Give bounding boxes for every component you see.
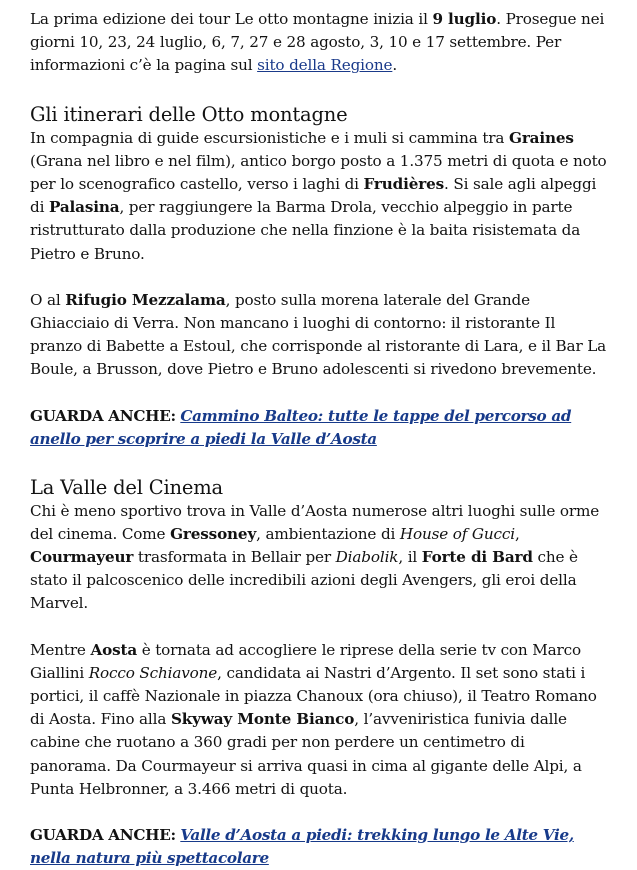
paragraph-text: , il bbox=[398, 548, 422, 567]
paragraph-text: In compagnia di guide escursionistiche e i muli si cammina tra bbox=[30, 128, 509, 147]
see-also-label: GUARDA ANCHE: bbox=[30, 406, 176, 425]
paragraph-text: , candidata ai Nastri d’Argento. Il set sono stati i portici, il caffè Nazionale in piazza Chanoux (ora chiuso), il Teatro Romano di Aosta. Fino alla bbox=[30, 663, 597, 729]
cinema-paragraph-1 bbox=[30, 500, 607, 616]
film-title: Diabolik bbox=[335, 548, 399, 567]
paragraph-text: è tornata ad accogliere le riprese della serie tv con Marco Giallini bbox=[30, 640, 581, 682]
itineraries-paragraph-2 bbox=[30, 289, 607, 382]
itineraries-paragraph-1 bbox=[30, 127, 607, 266]
section-heading-itineraries: Gli itinerari delle Otto montagne bbox=[30, 102, 348, 126]
film-title: House of Gucci bbox=[399, 524, 515, 543]
place-courmayeur: Courmayeur bbox=[30, 548, 134, 567]
see-also-label: GUARDA ANCHE: bbox=[30, 826, 176, 845]
intro-start-date: 9 luglio bbox=[432, 10, 497, 28]
intro-text: La prima edizione dei tour Le otto montagne inizia il bbox=[30, 10, 433, 28]
see-also-cammino-balteo bbox=[30, 405, 607, 451]
place-forte-di-bard: Forte di Bard bbox=[421, 548, 533, 567]
place-skyway-monte-bianco: Skyway Monte Bianco bbox=[170, 710, 355, 729]
series-title: Rocco Schiavone bbox=[88, 663, 218, 682]
section-heading-cinema: La Valle del Cinema bbox=[30, 475, 223, 499]
paragraph-text: . Si sale agli alpeggi di bbox=[30, 175, 597, 217]
place-palasina: Palasina bbox=[48, 198, 120, 217]
paragraph-text: che è stato il palcoscenico delle incredibili azioni degli Avengers, gli eroi della Marvel. bbox=[30, 548, 578, 613]
place-rifugio-mezzalama: Rifugio Mezzalama bbox=[65, 290, 226, 309]
paragraph-text: Mentre bbox=[30, 640, 91, 659]
paragraph-text: , posto sulla morena laterale del Grande Ghiacciaio di Verra. Non mancano i luoghi di contorno: il ristorante Il pranzo di Babette a Estoul, che corrisponde al ristorante di Lara, e il Bar La Boule, a Brusson, dove Pietro e Bruno adolescenti si rivedono brevemente. bbox=[30, 290, 607, 379]
paragraph-text: Chi è meno sportivo trova in Valle d’Aosta numerose altri luoghi sulle orme del cinema. Come bbox=[30, 501, 600, 543]
intro-paragraph bbox=[30, 8, 607, 78]
paragraph-text: , per raggiungere la Barma Drola, vecchio alpeggio in parte ristrutturato dalla produzione che nella finzione è la baita risistemata da Pietro e Bruno. bbox=[30, 198, 581, 263]
paragraph-text: , ambientazione di bbox=[256, 524, 400, 543]
intro-text: . Prosegue nei giorni 10, 23, 24 luglio, 6, 7, 27 e 28 agosto, 3, 10 e 17 settembre. Per informazioni c’è la pagina sul bbox=[30, 10, 605, 75]
place-graines: Graines bbox=[509, 128, 574, 147]
see-also-link-alte-vie[interactable]: Valle d’Aosta a piedi: trekking lungo le Alte Vie, nella natura più spettacolare bbox=[30, 826, 574, 868]
see-also-link-cammino-balteo[interactable]: Cammino Balteo: tutte le tappe del percorso ad anello per scoprire a piedi la Valle d’Aosta bbox=[30, 406, 572, 448]
place-frudieres: Frudières bbox=[363, 175, 445, 194]
place-aosta: Aosta bbox=[90, 640, 138, 659]
region-site-link[interactable]: sito della Regione bbox=[257, 56, 393, 75]
paragraph-text: , l’avveniristica funivia dalle cabine che ruotano a 360 gradi per non perdere un centimetro di panorama. Da Courmayeur si arriva quasi in cima al gigante delle Alpi, a Punta Helbronner, a 3.466 metri di quota. bbox=[30, 710, 582, 798]
paragraph-text: (Grana nel libro e nel film), antico borgo posto a 1.375 metri di quota e noto per lo scenografico castello, verso i laghi di bbox=[30, 151, 607, 194]
paragraph-text: , bbox=[514, 524, 520, 543]
paragraph-text: trasformata in Bellair per bbox=[133, 548, 336, 567]
intro-text: . bbox=[392, 56, 398, 75]
cinema-paragraph-2 bbox=[30, 639, 607, 801]
paragraph-text: O al bbox=[30, 290, 66, 309]
see-also-alte-vie bbox=[30, 824, 607, 870]
place-gressoney: Gressoney bbox=[170, 524, 257, 543]
